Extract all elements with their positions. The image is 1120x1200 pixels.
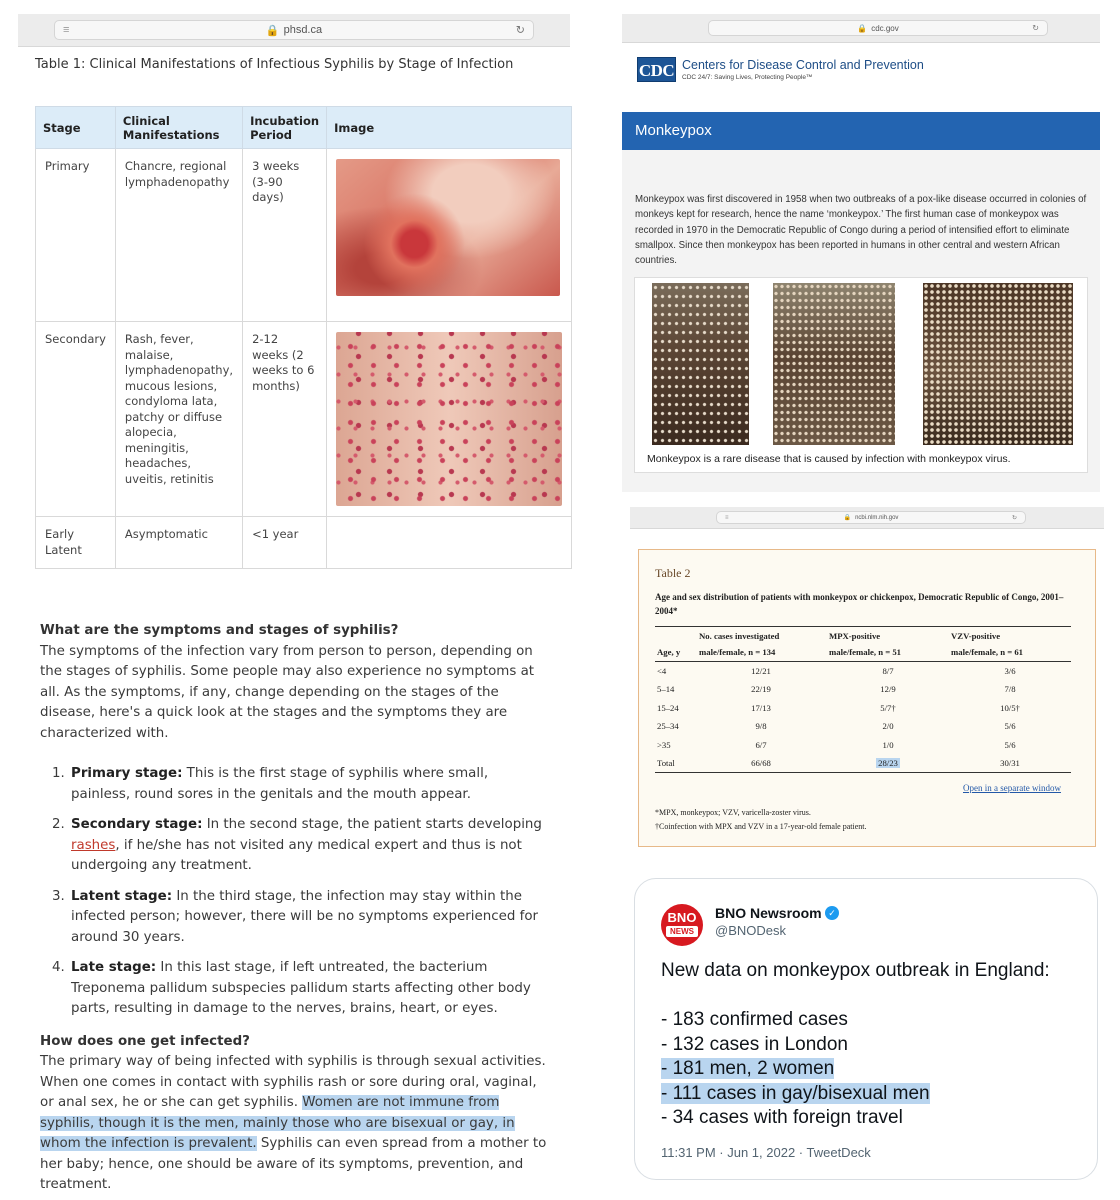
- chancre-photo: [336, 159, 560, 296]
- list-item-label: Primary stage:: [71, 766, 183, 781]
- list-item: [661, 1033, 1050, 1058]
- value-cell: 7/8: [1004, 684, 1016, 695]
- cdc-org-name[interactable]: Centers for Disease Control and Prevention: [682, 58, 924, 72]
- tweet-item-text-highlighted: - 181 men, 2 women: [661, 1058, 835, 1079]
- value-cell: 30/31: [949, 754, 1071, 773]
- value-cell: 12/9: [880, 684, 896, 695]
- tweet-item-text: - 183 confirmed cases: [661, 1009, 848, 1030]
- ncbi-page-panel: [630, 507, 1104, 847]
- list-item: [661, 1106, 1050, 1131]
- image-cell: [327, 149, 572, 322]
- cdc-logo[interactable]: CDC: [637, 57, 676, 82]
- column-header-image: Image: [327, 107, 572, 149]
- address-bar-url: phsd.ca: [283, 24, 323, 36]
- value-cell: 9/8: [755, 721, 767, 732]
- age-cell: 15–24: [657, 702, 679, 713]
- syphilis-stage-table: [35, 106, 572, 569]
- highlighted-value: 28/23: [878, 758, 898, 768]
- monkeypox-age-sex-table: [655, 626, 1071, 773]
- monkeypox-photo-hands: [923, 283, 1073, 445]
- stage-cell: Early Latent: [36, 517, 116, 569]
- table-row: [655, 662, 1071, 681]
- column-header-age: Age, y: [655, 643, 695, 662]
- tweet-headline: New data on monkeypox outbreak in England:: [661, 960, 1050, 981]
- table-caption: Table 1: Clinical Manifestations of Infectious Syphilis by Stage of Infection: [35, 57, 514, 72]
- lock-icon: 🔒: [857, 23, 868, 33]
- value-cell: 10/5†: [1000, 702, 1020, 713]
- reader-menu-icon[interactable]: ≡: [725, 514, 729, 521]
- manifestations-cell: Rash, fever, malaise, lymphadenopathy, mucous lesions, condyloma lata, patchy or diffuse alopecia, meningitis, headaches, uveitis, retinitis: [115, 322, 242, 517]
- avatar-logo-text: BNO: [667, 910, 697, 925]
- browser-toolbar: [622, 14, 1100, 43]
- open-separate-window-link[interactable]: Open in a separate window: [963, 783, 1061, 793]
- monkeypox-photo-back: [773, 283, 895, 445]
- incubation-cell: 3 weeks (3-90 days): [243, 149, 327, 322]
- line-break: [661, 984, 1050, 1009]
- paragraph-text: Syphilis can even spread from a mother to her baby; hence, one should be aware of its symptoms, prevention, and treatment.: [40, 1136, 547, 1192]
- article-paragraph: The symptoms of the infection vary from person to person, depending on the stages of syphilis. Some people may also experience no symptoms at all. As the symptoms, if any, change depending on the stages of the disease, here's a quick look at the stages and the symptoms they are characterized with.: [40, 643, 535, 741]
- list-item-label: Latent stage:: [71, 888, 173, 904]
- list-item: [661, 1057, 1050, 1082]
- list-item-label: Late stage:: [71, 960, 157, 975]
- tweet-item-text: - 132 cases in London: [661, 1033, 848, 1055]
- lock-icon: 🔒: [843, 515, 852, 521]
- column-header: VZV-positive: [949, 627, 1071, 644]
- age-cell: 5–14: [657, 684, 675, 695]
- list-item: [69, 887, 550, 949]
- value-cell: 2/0: [882, 721, 894, 732]
- incubation-cell: <1 year: [243, 517, 327, 569]
- rashes-link[interactable]: rashes: [71, 837, 116, 853]
- article-heading-symptoms: What are the symptoms and stages of syphilis?: [40, 623, 399, 638]
- value-cell: 66/68: [695, 754, 827, 773]
- address-bar[interactable]: [708, 20, 1048, 36]
- list-item-text: This is the first stage of syphilis where small, painless, round sores in the genitals and the mouth appear.: [71, 766, 489, 802]
- list-item-text: In this last stage, if left untreated, the bacterium Treponema pallidum subspecies pallidum starts affecting other body parts, resulting in damage to the nerves, brains, heart, or eyes.: [71, 960, 531, 1016]
- reload-icon[interactable]: ↻: [1011, 515, 1017, 521]
- figure-caption: Monkeypox is a rare disease that is caused by infection with monkeypox virus.: [647, 453, 1011, 465]
- monkeypox-photo-child: [652, 283, 749, 445]
- highlighted-text: Women are not immune from syphilis, though it is the men, mainly those who are bisexual or gay, in whom the infection is prevalent.: [40, 1095, 515, 1151]
- value-cell: 5/7†: [880, 702, 896, 713]
- table-2-box: [638, 549, 1096, 847]
- age-cell: <4: [657, 666, 667, 676]
- reader-menu-icon[interactable]: ≡: [63, 24, 70, 36]
- cdc-page-panel: [622, 14, 1100, 492]
- table-label: Table 2: [655, 566, 691, 580]
- rash-photo: [336, 332, 562, 506]
- age-cell: Total: [655, 754, 695, 773]
- tweet-timestamp[interactable]: 11:31 PM · Jun 1, 2022 · TweetDeck: [661, 1145, 871, 1160]
- monkeypox-intro-paragraph: Monkeypox was first discovered in 1958 when two outbreaks of a pox-like disease occurred in colonies of monkeys kept for research, hence the name ‘monkeypox.’ The first human case of monkeypox was recorded in 1970 in the Democratic Republic of Congo during a period of intensified effort to eliminate smallpox. Since then monkeypox has been reported in humans in other central and western African countries.: [635, 194, 1087, 267]
- value-cell: [827, 754, 949, 773]
- manifestations-cell: Chancre, regional lymphadenopathy: [115, 149, 242, 322]
- list-item-text: In the third stage, the infection may stay within the infected person; however, there will be no symptoms experienced for around 30 years.: [71, 888, 539, 945]
- stage-cell: Secondary: [36, 322, 116, 517]
- stage-cell: Primary: [36, 149, 116, 322]
- list-item-text: In the second stage, the patient starts developing: [202, 817, 542, 832]
- article-heading-infection: How does one get infected?: [40, 1033, 250, 1049]
- value-cell: 5/6: [1004, 721, 1016, 732]
- table-row: [36, 517, 572, 569]
- column-header: MPX-positive: [827, 627, 949, 644]
- column-subheader: male/female, n = 51: [827, 643, 949, 662]
- table-row: [655, 717, 1071, 736]
- list-item: [69, 815, 550, 877]
- value-cell: 22/19: [751, 684, 771, 695]
- tweet-item-text: - 34 cases with foreign travel: [661, 1107, 903, 1128]
- tweet-item-text-highlighted: - 111 cases in gay/bisexual men: [661, 1082, 930, 1104]
- column-header-incubation: Incubation Period: [243, 107, 327, 149]
- lock-icon: 🔒: [265, 24, 280, 37]
- address-bar[interactable]: [54, 20, 534, 40]
- image-cell: [327, 322, 572, 517]
- reload-icon[interactable]: ↻: [1032, 23, 1039, 33]
- age-cell: 25–34: [657, 721, 679, 732]
- column-header-manifestations: Clinical Manifestations: [115, 107, 242, 149]
- table-row: [36, 322, 572, 517]
- value-cell: 12/21: [751, 666, 771, 676]
- table-row: [655, 680, 1071, 699]
- table-row: [655, 699, 1071, 718]
- address-bar[interactable]: [716, 511, 1026, 524]
- column-subheader: male/female, n = 134: [695, 643, 827, 662]
- table-title: Age and sex distribution of patients with monkeypox or chickenpox, Democratic Republic of Congo, 2001–2004*: [655, 592, 1064, 616]
- value-cell: 6/7: [755, 739, 767, 750]
- table-row: [655, 736, 1071, 755]
- value-cell: 5/6: [1004, 739, 1016, 750]
- table-row: [36, 149, 572, 322]
- list-item: [69, 958, 550, 1020]
- list-item: [69, 764, 550, 805]
- cdc-tagline: CDC 24/7: Saving Lives, Protecting People™: [682, 74, 813, 81]
- value-cell: 17/13: [751, 702, 771, 713]
- list-item: [661, 1008, 1050, 1033]
- age-cell: >35: [657, 739, 671, 750]
- column-header: No. cases investigated: [695, 627, 827, 644]
- incubation-cell: 2-12 weeks (2 weeks to 6 months): [243, 322, 327, 517]
- tweet-author-handle[interactable]: @BNODesk: [715, 923, 786, 938]
- article-paragraph: [40, 1052, 550, 1196]
- browser-toolbar: [630, 507, 1104, 529]
- address-bar-url: cdc.gov: [871, 23, 899, 33]
- manifestations-cell: Asymptomatic: [115, 517, 242, 569]
- syphilis-article: [40, 621, 550, 1196]
- tweet-text: [661, 959, 1050, 1131]
- stages-list: [40, 764, 550, 1020]
- value-cell: 3/6: [1004, 666, 1016, 676]
- list-item-text: , if he/she has not visited any medical expert and thus is not undergoing any treatment.: [71, 837, 522, 873]
- table-footnotes: [655, 806, 867, 834]
- tweet-author-name[interactable]: BNO Newsroom: [715, 905, 822, 921]
- value-cell: 1/0: [882, 739, 894, 750]
- footnote: †Coinfection with MPX and VZV in a 17-year-old female patient.: [655, 822, 867, 831]
- footnote: *MPX, monkeypox; VZV, varicella-zoster virus.: [655, 808, 811, 817]
- avatar-logo-subtext: NEWS: [666, 926, 698, 937]
- address-bar-url: ncbi.nlm.nih.gov: [855, 514, 899, 521]
- list-item: [661, 1082, 1050, 1107]
- tweet-card[interactable]: [634, 878, 1098, 1180]
- table-row: [655, 754, 1071, 773]
- verified-badge-icon: ✓: [825, 906, 839, 920]
- avatar[interactable]: [661, 904, 703, 946]
- image-cell: [327, 517, 572, 569]
- browser-toolbar: [18, 14, 570, 47]
- value-cell: 8/7: [882, 666, 894, 676]
- paragraph-text: The primary way of being infected with syphilis is through sexual activities. When one comes in contact with syphilis rash or sore during oral, vaginal, or anal sex, he or she can get syphilis.: [40, 1054, 546, 1110]
- list-item-label: Secondary stage:: [71, 817, 203, 832]
- page-title-banner: Monkeypox: [622, 112, 1100, 150]
- reload-icon[interactable]: ↻: [515, 24, 525, 37]
- monkeypox-figure: [634, 277, 1088, 473]
- phsd-page-panel: [18, 14, 570, 1194]
- column-header-stage: Stage: [36, 107, 116, 149]
- column-subheader: male/female, n = 61: [949, 643, 1071, 662]
